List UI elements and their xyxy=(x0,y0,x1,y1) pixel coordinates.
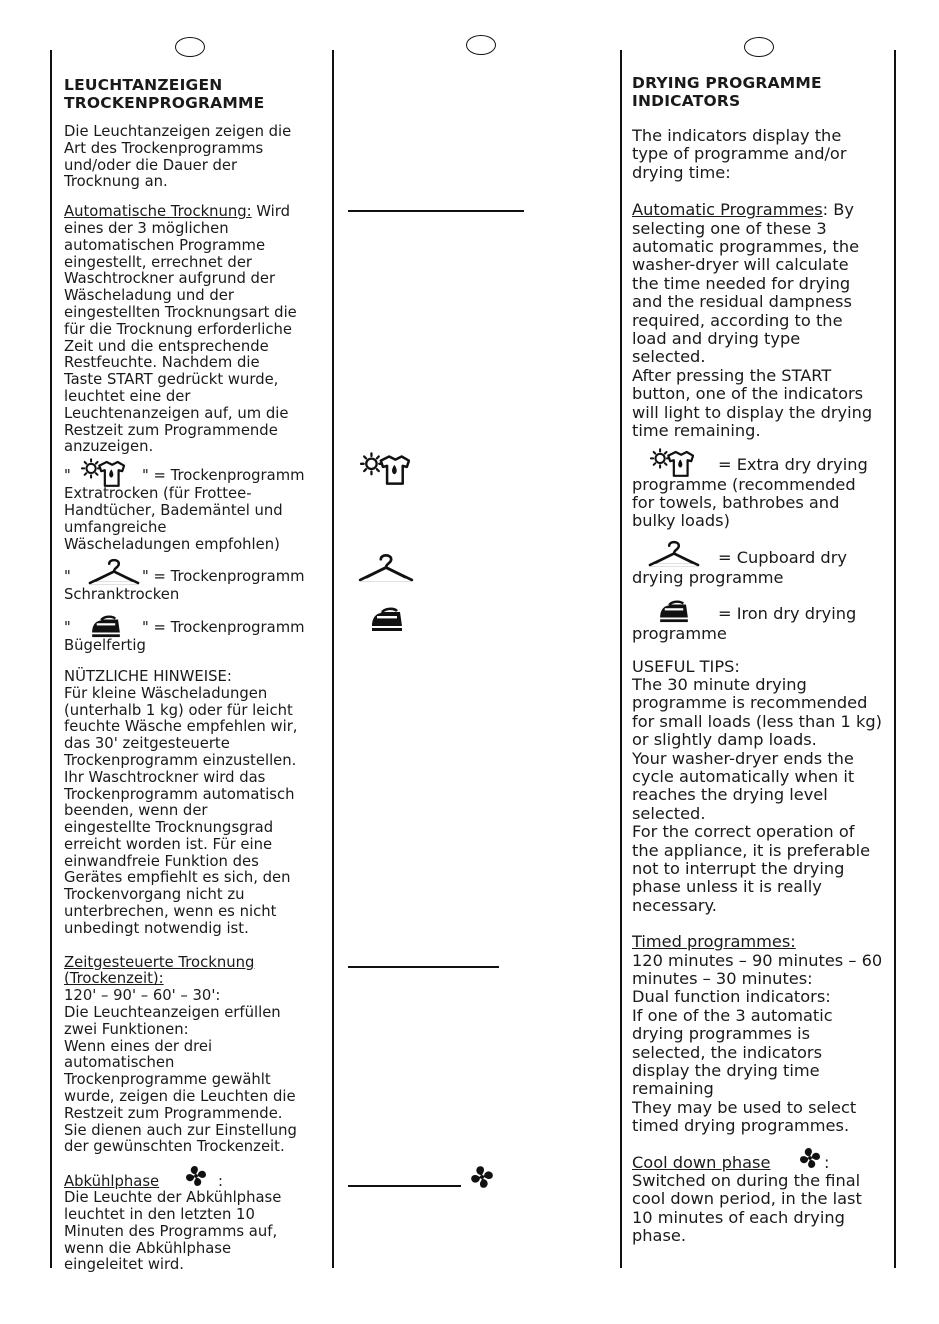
english-cool-body: Switched on during the final cool down period, in the last 10 minutes of each drying phase. xyxy=(632,1170,862,1245)
middle-extra-dry-icon xyxy=(360,452,410,486)
english-auto-first: : By xyxy=(822,200,854,220)
german-auto-body: eines der 3 möglichen automatischen Programme eingestellt, errechnet der Waschtrockner aufgrund der Wäscheladung und der eingestellten Trocknungsart die für die Trocknung erforderliche Zeit und die entsprechende Restfeuchte. Nachdem die Taste START gedrückt wurde, leuchtet eine der Leuchtenanzeigen auf, um die Restzeit zum Programmende anzuzeigen. xyxy=(64,219,297,456)
middle-timed-rule xyxy=(348,966,499,968)
hanger-icon xyxy=(88,557,140,586)
english-timed-section xyxy=(632,933,890,1135)
german-cool-heading: Abkühlphase xyxy=(64,1173,160,1191)
german-iron-body: Bügelfertig xyxy=(64,637,146,655)
german-auto-heading: Automatische Trocknung: xyxy=(64,203,252,221)
column-divider-left xyxy=(332,50,334,1268)
middle-iron-icon xyxy=(370,606,404,632)
language-circle-english xyxy=(744,37,774,57)
german-timed-heading-line1: Zeitgesteuerte Trocknung xyxy=(64,953,255,971)
english-iron-body: programme xyxy=(632,624,727,644)
german-extra-label: " = Trockenprogramm xyxy=(142,467,305,485)
german-cool-section xyxy=(64,1170,326,1274)
german-iron-section xyxy=(64,618,326,655)
english-iron-label: = Iron dry drying xyxy=(718,604,857,624)
german-cupboard-body: Schranktrocken xyxy=(64,586,180,604)
english-title-line2: INDICATORS xyxy=(632,92,741,110)
english-tips: USEFUL TIPS: The 30 minute drying programme is recommended for small loads (less than 1 kg) or slightly damp loads. Your washer-dryer ends the cycle automatically when it reaches the drying level selected. For the correct operation of the appliance, it is preferable not to interrupt the drying phase unless it is really necessary. xyxy=(632,656,882,915)
english-cool-heading: Cool down phase xyxy=(632,1152,771,1172)
english-cupboard-body: drying programme xyxy=(632,567,784,587)
english-cool-section xyxy=(632,1152,890,1246)
english-cool-colon: : xyxy=(824,1152,830,1172)
german-iron-quote-open: " xyxy=(64,619,71,637)
fan-icon xyxy=(184,1164,208,1188)
english-auto-heading: Automatic Programmes xyxy=(632,200,823,220)
english-cupboard-section xyxy=(632,545,890,587)
german-timed-body: 120' – 90' – 60' – 30': Die Leuchteanzeigen erfüllen zwei Funktionen: Wenn eines der drei automatischen Trockenprogramme gewählt wurde, zeigen die Leuchten die Restzeit zum Programmende. Sie dienen auch zur Einstellung der gewünschten Trockenzeit. xyxy=(64,987,297,1156)
german-iron-label: " = Trockenprogramm xyxy=(142,619,305,637)
hanger-icon-en xyxy=(648,539,700,568)
english-title-line1: DRYING PROGRAMME xyxy=(632,74,822,92)
english-cupboard-label: = Cupboard dry xyxy=(718,547,847,567)
iron-icon xyxy=(90,614,122,638)
german-cool-colon: : xyxy=(218,1173,223,1191)
middle-hanger-icon xyxy=(358,552,414,583)
english-column xyxy=(632,74,890,1245)
middle-auto-rule xyxy=(348,210,524,212)
german-intro: Die Leuchtanzeigen zeigen die Art des Trockenprogramms und/oder die Dauer der Trocknung an. xyxy=(64,123,292,191)
english-intro: The indicators display the type of programme and/or drying time: xyxy=(632,126,847,182)
english-timed-body: 120 minutes – 90 minutes – 60 minutes – 30 minutes: Dual function indicators: If one of the 3 automatic drying programmes is selected, the indicators display the drying time remaining They may be used to select timed drying programmes. xyxy=(632,950,883,1136)
middle-cool-rule xyxy=(348,1185,461,1187)
english-timed-heading: Timed programmes: xyxy=(632,932,796,952)
left-border-rule xyxy=(50,50,52,1268)
english-extra-body: programme (recommended for towels, bathrobes and bulky loads) xyxy=(632,474,856,531)
right-border-rule xyxy=(894,50,896,1268)
german-column xyxy=(64,76,326,1274)
extra-dry-icon-en xyxy=(650,448,694,478)
english-extra-label: = Extra dry drying xyxy=(718,454,868,474)
german-cool-body: Die Leuchte der Abkühlphase leuchtet in den letzten 10 Minuten des Programms auf, wenn die Abkühlphase eingeleitet wird. xyxy=(64,1189,282,1274)
english-extra-section xyxy=(632,452,890,531)
german-timed-heading-line2: (Trockenzeit): xyxy=(64,970,164,988)
german-extra-quote-open: " xyxy=(64,467,71,485)
german-auto-first: Wird xyxy=(251,203,291,221)
english-iron-section xyxy=(632,603,890,643)
german-title-line2: TROCKENPROGRAMME xyxy=(64,94,265,112)
english-auto-body: selecting one of these 3 automatic programmes, the washer-dryer will calculate the time needed for drying and the residual dampness required, according to the load and drying type selected. After pressing the START button, one of the indicators will light to display the drying time remaining. xyxy=(632,218,873,441)
german-timed-section xyxy=(64,955,326,1157)
middle-fan-icon xyxy=(469,1164,495,1190)
column-divider-right xyxy=(620,50,622,1268)
german-title-line1: LEUCHTANZEIGEN xyxy=(64,76,223,94)
language-circle-middle xyxy=(466,35,496,55)
fan-icon-en xyxy=(798,1146,822,1170)
extra-dry-icon xyxy=(81,458,125,488)
german-extra-body: Extratrocken (für Frottee- Handtücher, Bademäntel und umfangreiche Wäscheladungen empfohlen) xyxy=(64,485,283,553)
german-extra-section xyxy=(64,462,326,553)
german-auto-section xyxy=(64,204,326,456)
german-cupboard-label: " = Trockenprogramm xyxy=(142,568,305,586)
german-tips: NÜTZLICHE HINWEISE: Für kleine Wäscheladungen (unterhalb 1 kg) oder für leicht feuchte Wäsche empfehlen wir, das 30' zeitgesteuerte Trockenprogramm einzustellen. Ihr Waschtrockner wird das Trockenprogramm automatisch beenden, wenn der eingestellte Trocknungsgrad erreicht worden ist. Für eine einwandfreie Funktion des Gerätes empfiehlt es sich, den Trockenvorgang nicht zu unterbrechen, wenn es nicht unbedingt notwendig ist. xyxy=(64,667,298,937)
language-circle-german xyxy=(175,37,205,57)
iron-icon-en xyxy=(658,599,690,623)
german-cupboard-section xyxy=(64,563,326,604)
german-cupboard-quote-open: " xyxy=(64,568,71,586)
english-auto-section xyxy=(632,201,890,440)
